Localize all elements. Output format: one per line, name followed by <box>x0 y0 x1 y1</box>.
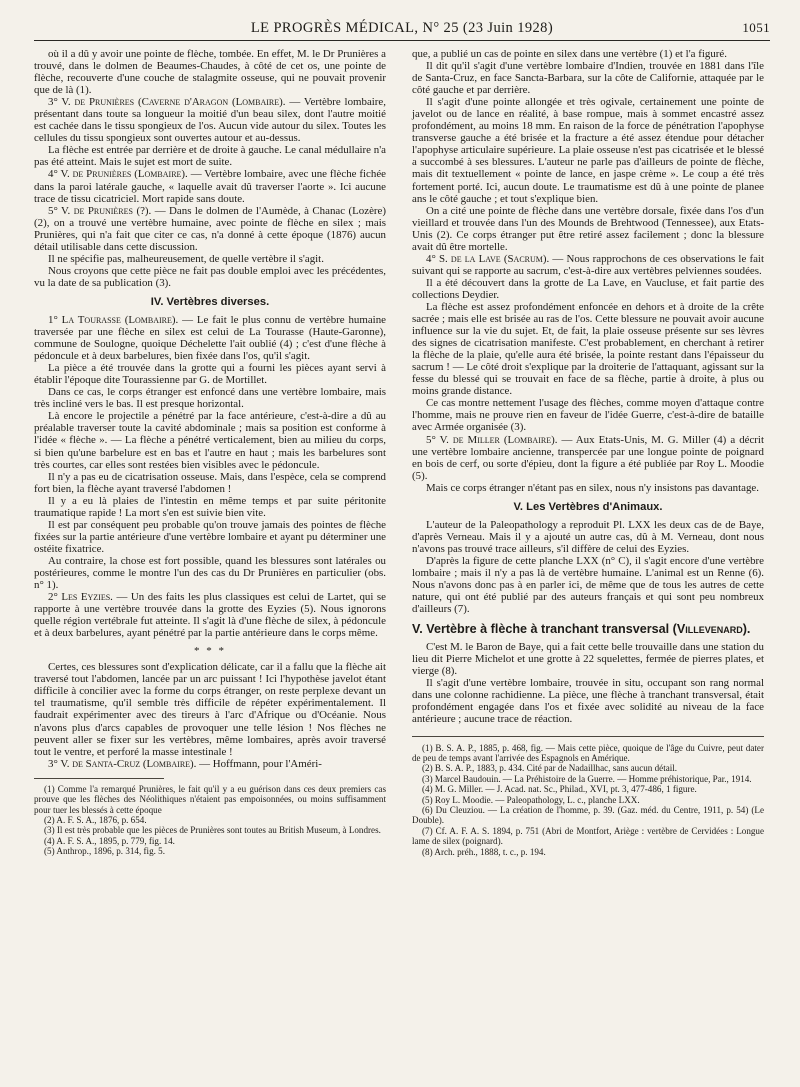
paragraph: C'est M. le Baron de Baye, qui a fait cette belle trouvaille dans une station du lieu dit Pierre Michelot et une grotte à 22 squelettes, fermée de pierres plates, et vierge (8). <box>412 641 764 678</box>
footnote: (1) B. S. A. P., 1885, p. 468, fig. — Mais cette pièce, quoique de l'âge du Cuivre, peut dater de peu de temps avant l'arrivée des Espagnols en Amérique. <box>412 742 764 763</box>
footnote: (3) Marcel Baudouin. — La Préhistoire de la Guerre. — Homme préhistorique, Par., 1914. <box>422 773 752 784</box>
paragraph: 2° Les Eyzies. — Un des faits les plus classiques est celui de Lartet, qui se rapporte à une vertèbre trouvée dans la grotte des Eyzies (5). Nous ignorons quelle région vertébrale fut atteinte. Il s'agit là d'une flèche de silex, à pédoncule et à deux barbelures, ayant pénétré par la partie antérieure dans le corps même. <box>34 591 386 640</box>
case-heading: 5° V. de Miller (Lombaire). <box>426 433 558 446</box>
page-number: 1051 <box>742 20 770 35</box>
paragraph: La pièce a été trouvée dans la grotte qui a fourni les pièces ayant servi à établir l'époque dite Tourassienne par G. de Mortillet. <box>34 362 386 387</box>
footnote: (5) Anthrop., 1896, p. 314, fig. 5. <box>44 846 165 857</box>
footnote: (4) M. G. Miller. — J. Acad. nat. Sc., Philad., XVI, pt. 3, 477-486, 1 figure. <box>422 784 697 795</box>
case-heading: 3° V. de Prunières (Caverne d'Aragon (Lombaire). <box>48 96 286 109</box>
paragraph: Mais ce corps étranger n'étant pas en silex, nous n'y insistons pas davantage. <box>426 481 759 494</box>
paragraph: Il a été découvert dans la grotte de La Lave, en Vaucluse, et fait partie des collections Deydier. <box>412 276 764 301</box>
paragraph: D'après la figure de cette planche LXX (n° C), il s'agit encore d'une vertèbre lombaire ; mais il n'y a pas là de vertèbre humaine. L'animal est un Renne (6). Nous n'avons donc pas à en parler ici, de même que de tous les autres de cette nature, qui ont été publié par des auteurs français et qui sont peu nombreux d'ailleurs (7). <box>412 554 764 616</box>
footnote-rule <box>34 778 164 779</box>
paragraph: Il y a eu là plaies de l'intestin en même temps et par suite péritonite traumatique rapide ! La mort s'en est suivie bien vite. <box>34 494 386 519</box>
paragraph: Il ne spécifie pas, malheureusement, de quelle vertèbre il s'agit. <box>48 252 324 265</box>
footnote: (4) A. F. S. A., 1895, p. 779, fig. 14. <box>44 835 175 846</box>
section-heading: IV. Vertèbres diverses. <box>150 295 270 308</box>
paragraph: Ce cas montre nettement l'usage des flèches, comme moyen d'attaque contre l'homme, mais ne prouve rien en faveur de l'idée Guerre, c'est-à-dire de bataille avec Armée organisée (3). <box>412 397 764 434</box>
section-heading: V. Les Vertèbres d'Animaux. <box>513 500 663 513</box>
paragraph: 1° La Tourasse (Lombaire). — Le fait le plus connu de vertèbre humaine traversée par une flèche en silex est celui de La Tourasse (Haute-Garonne), commune de Soulogne, quoique Déchelette l'ait oublié (4) ; c'est d'une flèche à pédoncule et à deux barbelures, bien fixée dans l'os, qu'il s'agit. <box>34 313 386 363</box>
section-heading: V. Vertèbre à flèche à tranchant transversal (Villevenard). <box>412 622 751 637</box>
paragraph: Il s'agit d'une pointe allongée et très ogivale, certainement une pointe de javelot ou de lance en réalité, à base rompue, mais à sommet encastré assez profondément, au moins 18 mm. En raison de la force de pénétration l'apophyse transverse gauche a été brisée et la fracture a été assez étendue pour détacher l'apophyse articulaire supérieure. La plaie osseuse n'est pas cicatrisée et le blessé a succombé à ses blessures. L'auteur ne parle pas d'ailleurs de pointe de flèche, mais dit textuellement « pointe de lance, en jaspe crème ». Le coup a été très fortement porté. Ici, aucun doute. Le traumatisme est dû à une pointe de planee ans le côté gauche ; et tout s'explique bien. <box>412 96 764 205</box>
paragraph: Certes, ces blessures sont d'explication délicate, car il a fallu que la flèche ait traversé tout l'abdomen, lancée par un arc puissant ! Ici l'hypothèse javelot étant difficile à concilier avec la forme du corps étranger, on reste perplexe devant un tel traumatisme, qu'il semble très difficile de répéter expérimentalement. Il faudrait expérimenter avec des tireurs à l'arc d'Afrique ou d'Océanie. Nous n'avons plus d'arcs capables de provoquer une telle lésion ! Nos flèches ne peuvent aller se fixer sur les vertèbres, même lombaires, après avoir traversé tout le ventre, et perforé la masse intestinale ! <box>34 661 386 758</box>
section-separator: * * * <box>194 645 226 658</box>
footnote: (6) Du Cleuziou. — La création de l'homme, p. 39. (Gaz. méd. du Centre, 1911, p. 54) (Le Double). <box>412 804 764 826</box>
paragraph: Il dit qu'il s'agit d'une vertèbre lombaire d'Indien, trouvée en 1881 dans l'île de Santa-Cruz, en face Sancta-Barbara, sur la côte de Californie, attaquée par le côté gauche et par derrière. <box>412 60 764 97</box>
paragraph: Il n'y a pas eu de cicatrisation osseuse. Mais, dans l'espèce, cela se comprend fort bien, la flèche ayant traversé l'abdomen ! <box>34 470 386 495</box>
paragraph: Au contraire, la chose est fort possible, quand les blessures sont latérales ou postérieures, comme le montre l'un des cas du Dr Prunières en particulier (obs. n° 1). <box>34 554 386 592</box>
paragraph: 4° V. de Prunières (Lombaire). — Vertèbre lombaire, avec une flèche fichée dans la paroi latérale gauche, « laquelle avait dû traverser l'aorte ». Ici aucune trace de tissu cicatriciel. Mort rapide sans doute. <box>34 168 387 205</box>
paragraph: 4° S. de la Lave (Sacrum). — Nous rapprochons de ces observations le fait suivant qui se rapporte au sacrum, c'est-à-dire aux vertèbres pelviennes soudées. <box>412 252 764 277</box>
footnote: (7) Cf. A. F. A. S. 1894, p. 751 (Abri de Montfort, Ariège : vertèbre de Cervidées : Longue lame de silex (poignard). <box>412 825 764 847</box>
footnote: (3) Il est très probable que les pièces de Prunières sont toutes au British Museum, à Londres. <box>44 825 381 836</box>
footnote: (8) Arch. préh., 1888, t. c., p. 194. <box>422 846 546 857</box>
paragraph: que, a publié un cas de pointe en silex dans une vertèbre (1) et l'a figuré. <box>412 48 727 60</box>
paragraph: 3° V. de Santa-Cruz (Lombaire). — Hoffmann, pour l'Améri- <box>48 757 322 770</box>
case-heading: 3° V. de Santa-Cruz (Lombaire). <box>48 757 197 770</box>
paragraph: 5° V. de Prunières (?). — Dans le dolmen de l'Aumède, à Chanac (Lozère) (2), on a trouvé une vertèbre humaine, avec pointe de flèche en silex ; mais Prunières, qui n'a fait que citer ce cas, n'a donné à cette époque (1876) aucun détail utilisable dans cette discussion. <box>34 204 386 253</box>
case-heading: 2° Les Eyzies. <box>48 591 113 604</box>
footnotes <box>412 736 764 857</box>
journal-page <box>34 18 770 1078</box>
footnote: (2) B. S. A. P., 1883, p. 434. Cité par de Nadaillhac, sans aucun détail. <box>422 763 678 774</box>
paragraph: L'auteur de la Paleopathology a reproduit Pl. LXX les deux cas de de Baye, d'après Verneau. Mais il y a ajouté un autre cas, dû à M. Verneau, dont nous n'avons pas trouvé trace ailleurs, s'il diffère de celui des Eyzies. <box>412 518 764 555</box>
case-heading: 4° S. de la Lave (Sacrum). <box>426 252 550 265</box>
paragraph: Il est par conséquent peu probable qu'on trouve jamais des pointes de flèche fixées sur la partie antérieure d'une vertèbre lombaire et ayant pu déterminer une ostéite fixatrice. <box>34 518 386 555</box>
footnote: (5) Roy L. Moodie. — Paleopathology, L. c., planche LXX. <box>422 794 640 805</box>
paragraph: La flèche est entrée par derrière et de droite à gauche. Le canal médullaire n'a pas été atteint. Mais le sujet est mort de suite. <box>34 144 386 169</box>
right-column <box>412 48 764 857</box>
journal-title: LE PROGRÈS MÉDICAL, N° 25 (23 Juin 1928) <box>250 20 554 36</box>
case-heading: 4° V. de Prunières (Lombaire). <box>48 168 188 181</box>
footnotes <box>34 784 386 857</box>
paragraph: Dans ce cas, le corps étranger est enfoncé dans une vertèbre lombaire, mais très incliné vers le bas. Il est presque horizontal. <box>34 386 386 411</box>
paragraph: 3° V. de Prunières (Caverne d'Aragon (Lombaire). — Vertèbre lombaire, présentant dans toute sa longueur la moitié d'un beau silex, dont l'autre moitié est cachée dans le tissu spongieux de l'os. Aucun vide autour du silex. Toutes les cellules du tissu spongieux sont ouvertes autour et au-dessus. <box>34 96 386 145</box>
paragraph: Nous croyons que cette pièce ne fait pas double emploi avec les précédentes, vu la date de sa publication (3). <box>34 264 386 289</box>
paragraph: 5° V. de Miller (Lombaire). — Aux Etats-Unis, M. G. Miller (4) a décrit une vertèbre lombaire ancienne, transpercée par une longue pointe de poignard en bois de cerf, ou sorte d'épieu, dont la figure a été publiée par Roy L. Moodie (5). <box>412 433 764 482</box>
paragraph: On a cité une pointe de flèche dans une vertèbre dorsale, fixée dans l'os d'un vieillard et trouvée dans l'un des Mounds de Brehtwood (Tennessee), aux Etats-Unis (2). Ce corps étranger put être retiré assez facilement ; donc la blessure avait dû être mortelle. <box>412 204 764 253</box>
left-column <box>34 48 386 857</box>
case-heading: 5° V. de Prunières (?). <box>48 204 152 217</box>
paragraph: La flèche est assez profondément enfoncée en dehors et à droite de la crête sacrée ; mais elle est brisée au ras de l'os. Cette blessure ne pouvait avoir aucune influence sur la vie du sujet. Et, de fait, la plaie osseuse présente sur ses lèvres des signes de cicatrisation manifeste. C'est probablement, en cherchant à retirer la flèche de la plaie, qu'elle aura été brisée, la pointe restant dans l'épaisseur du sacrum ! — Le côté droit s'explique par la droiterie de l'attaquant, agissant sur la fesse du blessé qui se trouvait en face de sa flèche, partie à droite, à plus ou moins grande distance. <box>412 300 764 398</box>
paragraph: Là encore le projectile a pénétré par la face antérieure, c'est-à-dire a dû au préalable traverser toute la cavité abdominale ; mais sa position est conforme à l'idée « flèche ». — La flèche a pénétré verticalement, bien au milieu du corps, si bien qu'une barbelure est en bas et l'autre en haut ; mais les barbelures sont très courtes, car elles sont restées bien visibles avec le pédoncule. <box>34 410 386 471</box>
running-header <box>34 18 770 41</box>
footnote: (1) Comme l'a remarqué Prunières, le fait qu'il y a eu guérison dans ces deux premiers cas prouve que les flèches des Néolithiques n'étaient pas empoisonnées, ou moins suffisamment pour tuer les blessés à cette époque <box>34 783 386 815</box>
footnote: (2) A. F. S. A., 1876, p. 654. <box>44 814 147 825</box>
paragraph: Il s'agit d'une vertèbre lombaire, trouvée in situ, occupant son rang normal dans une colonne rachidienne. La pièce, une flèche à tranchant transversal, était profondément engagée dans l'os et fixée avec solidité au niveau de la face antérieure ; aucune trace de réaction. <box>412 677 764 726</box>
case-heading: 1° La Tourasse (Lombaire). <box>48 313 179 326</box>
paragraph: où il a dû y avoir une pointe de flèche, tombée. En effet, M. le Dr Prunières a trouvé, dans le dolmen de Beaumes-Chaudes, à côté de cet os, une pointe de flèche, recouverte d'une couche de stalagmite osseuse, qui ne pouvait provenir que de là (1). <box>34 48 386 97</box>
